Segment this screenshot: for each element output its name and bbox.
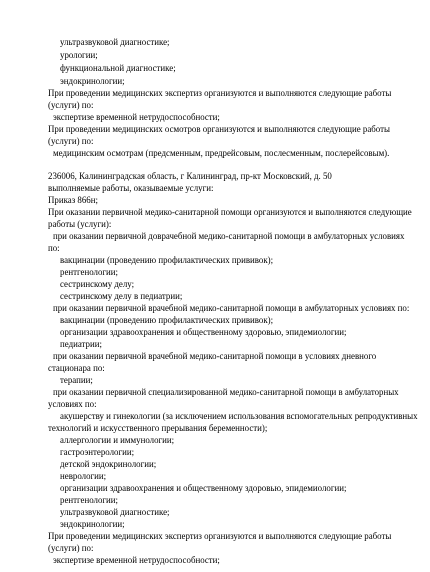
text-line: сестринскому делу в педиатрии; <box>60 291 183 301</box>
text-line: организации здравоохранения и общественному здоровью, эпидемиологии; <box>60 483 347 493</box>
text-line: урологии; <box>60 50 98 60</box>
text-line: вакцинации (проведению профилактических прививок); <box>60 255 274 265</box>
text-line: рентгенологии; <box>60 495 119 505</box>
text-line: технологий и искусственного прерывания беременности); <box>48 423 268 433</box>
text-line: экспертизе временной нетрудоспособности; <box>53 112 220 122</box>
text-line: (услуги) по: <box>48 136 94 146</box>
text-line: аллергологии и иммунологии; <box>60 435 175 445</box>
text-line: При проведении медицинских экспертиз организуются и выполняются следующие работы <box>48 531 392 541</box>
text-line: (услуги) по: <box>48 543 94 553</box>
text-line: функциональной диагностике; <box>60 63 176 73</box>
text-line: педиатрии; <box>60 339 102 349</box>
text-line: (услуги) по: <box>48 100 94 110</box>
text-line: При проведении медицинских экспертиз организуются и выполняются следующие работы <box>48 88 392 98</box>
text-line: при оказании первичной специализированной медико-санитарной помощи в амбулаторных <box>53 387 399 397</box>
text-line: организации здравоохранения и общественному здоровью, эпидемиологии; <box>60 327 347 337</box>
text-line: рентгенологии; <box>60 267 119 277</box>
text-line: экспертизе временной нетрудоспособности; <box>53 555 220 565</box>
text-line: эндокринологии; <box>60 76 125 86</box>
text-line: выполняемые работы, оказываемые услуги: <box>48 183 214 193</box>
text-line: при оказании первичной доврачебной медико-санитарной помощи в амбулаторных условиях <box>53 231 405 241</box>
text-line: детской эндокринологии; <box>60 459 157 469</box>
text-line: ультразвуковой диагностике; <box>60 507 170 517</box>
text-line: терапии; <box>60 375 93 385</box>
text-line: ультразвуковой диагностике; <box>60 37 170 47</box>
text-line: гастроэнтерологии; <box>60 447 135 457</box>
text-line: стационара по: <box>48 363 105 373</box>
text-line: медицинским осмотрам (предсменным, предрейсовым, послесменным, послерейсовым). <box>53 148 390 158</box>
text-line: Приказ 866н; <box>48 195 98 205</box>
text-line: работы (услуги): <box>48 219 112 229</box>
text-line: эндокринологии; <box>60 519 125 529</box>
text-line: вакцинации (проведению профилактических прививок); <box>60 315 274 325</box>
text-line: сестринскому делу; <box>60 279 135 289</box>
text-line: При проведении медицинских осмотров организуются и выполняются следующие работы <box>48 124 390 134</box>
text-line: при оказании первичной врачебной медико-санитарной помощи в амбулаторных условиях по: <box>53 303 410 313</box>
text-line: При оказании первичной медико-санитарной помощи организуются и выполняются следующие <box>48 207 412 217</box>
text-line: неврологии; <box>60 471 107 481</box>
text-line: при оказании первичной врачебной медико-санитарной помощи в условиях дневного <box>53 351 377 361</box>
text-line: условиях по: <box>48 399 97 409</box>
text-line: 236006, Калининградская область, г Калининград, пр-кт Московский, д. 50 <box>48 171 332 181</box>
text-line: акушерству и гинекологии (за исключением использования вспомогательных репродуктивных <box>60 411 418 421</box>
text-line: по: <box>48 243 60 253</box>
